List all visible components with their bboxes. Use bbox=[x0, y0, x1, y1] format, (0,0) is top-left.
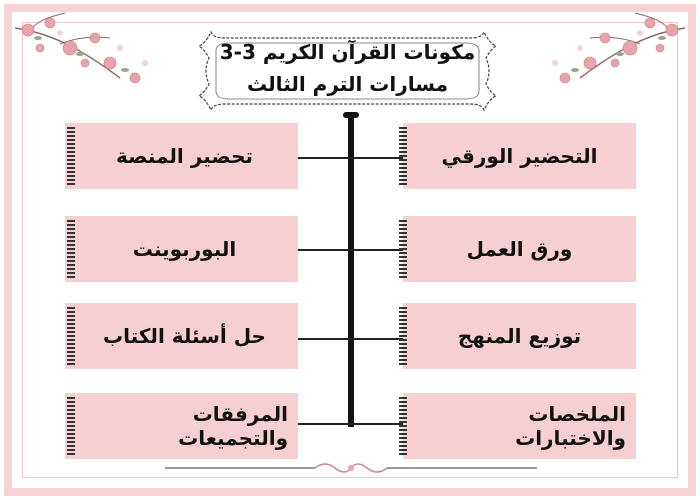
box-label: الملخصات والاختبارات bbox=[515, 402, 626, 450]
box-attachments bbox=[65, 393, 298, 459]
ornamental-divider-icon bbox=[165, 460, 537, 476]
page-subtitle: مسارات الترم الثالث bbox=[247, 72, 448, 96]
box-label: التحضير الورقي bbox=[441, 144, 598, 168]
box-label: حل أسئلة الكتاب bbox=[103, 324, 266, 348]
cherry-blossom-icon bbox=[10, 8, 160, 88]
box-label: تحضير المنصة bbox=[116, 144, 253, 168]
connector-row-4 bbox=[298, 423, 403, 425]
central-trunk-line bbox=[348, 116, 354, 427]
box-label: ورق العمل bbox=[466, 237, 573, 261]
box-label: توزيع المنهج bbox=[457, 324, 582, 348]
box-summaries-tests bbox=[403, 393, 636, 459]
title-plaque bbox=[195, 28, 500, 114]
box-label: البوربوينت bbox=[132, 237, 237, 261]
connector-row-3 bbox=[298, 338, 403, 340]
cherry-blossom-icon bbox=[540, 8, 690, 88]
box-paper-prep bbox=[403, 123, 636, 189]
box-powerpoint bbox=[65, 216, 298, 282]
page-title: مكونات القرآن الكريم 3-3 bbox=[219, 40, 476, 64]
box-curriculum-distribution bbox=[403, 303, 636, 369]
box-worksheets bbox=[403, 216, 636, 282]
box-label: المرفقات والتجميعات bbox=[178, 402, 288, 450]
connector-row-2 bbox=[298, 249, 403, 251]
box-book-answers bbox=[65, 303, 298, 369]
box-platform-prep bbox=[65, 123, 298, 189]
connector-row-1 bbox=[298, 157, 403, 159]
